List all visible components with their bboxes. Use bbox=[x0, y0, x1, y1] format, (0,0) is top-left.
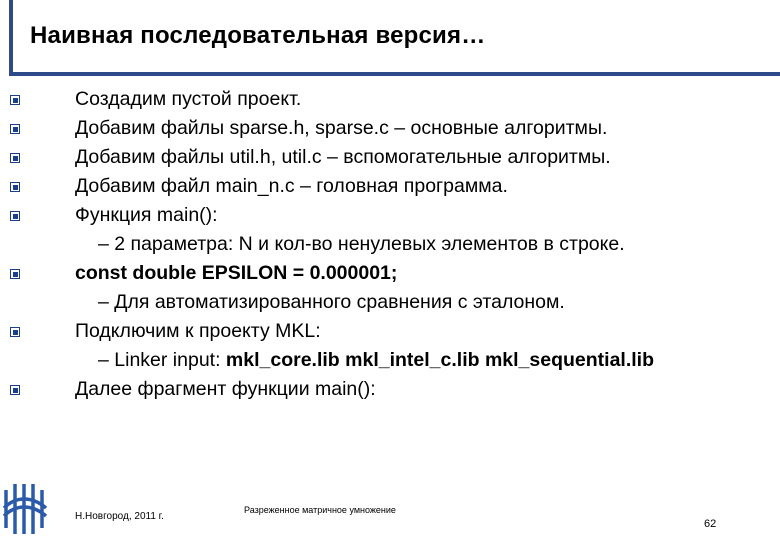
square-bullet-icon bbox=[10, 153, 20, 163]
page-number: 62 bbox=[704, 518, 717, 530]
square-bullet-icon bbox=[10, 95, 20, 105]
linker-libraries: mkl_core.lib mkl_intel_c.lib mkl_sequential.lib bbox=[225, 349, 654, 371]
square-bullet-icon bbox=[10, 327, 20, 337]
footer-topic: Разреженное матричное умножение bbox=[244, 505, 396, 515]
list-item: Добавим файл main_n.c – головная программа. bbox=[75, 175, 508, 197]
list-subitem bbox=[98, 349, 654, 371]
square-bullet-icon bbox=[10, 269, 20, 279]
square-bullet-icon bbox=[10, 182, 20, 192]
list-item: Создадим пустой проект. bbox=[75, 88, 302, 110]
linker-input-label: – Linker input: bbox=[98, 349, 226, 371]
square-bullet-icon bbox=[10, 211, 20, 221]
list-item: Далее фрагмент функции main(): bbox=[75, 378, 376, 400]
list-subitem: – Для автоматизированного сравнения с эталоном. bbox=[98, 291, 565, 313]
list-item: const double EPSILON = 0.000001; bbox=[75, 262, 398, 284]
square-bullet-icon bbox=[10, 124, 20, 134]
list-item: Добавим файлы util.h, util.c – вспомогательные алгоритмы. bbox=[75, 146, 611, 168]
square-bullet-icon bbox=[10, 385, 20, 395]
list-item: Подключим к проекту MKL: bbox=[75, 320, 321, 342]
list-subitem: – 2 параметра: N и кол-во ненулевых элементов в строке. bbox=[98, 233, 625, 255]
university-logo-icon bbox=[2, 478, 48, 538]
slide-title: Наивная последовательная версия… bbox=[30, 22, 486, 49]
footer-location-year: Н.Новгород, 2011 г. bbox=[75, 511, 164, 522]
list-item: Функция main(): bbox=[75, 204, 218, 226]
list-item: Добавим файлы sparse.h, sparse.c – основные алгоритмы. bbox=[75, 117, 608, 139]
